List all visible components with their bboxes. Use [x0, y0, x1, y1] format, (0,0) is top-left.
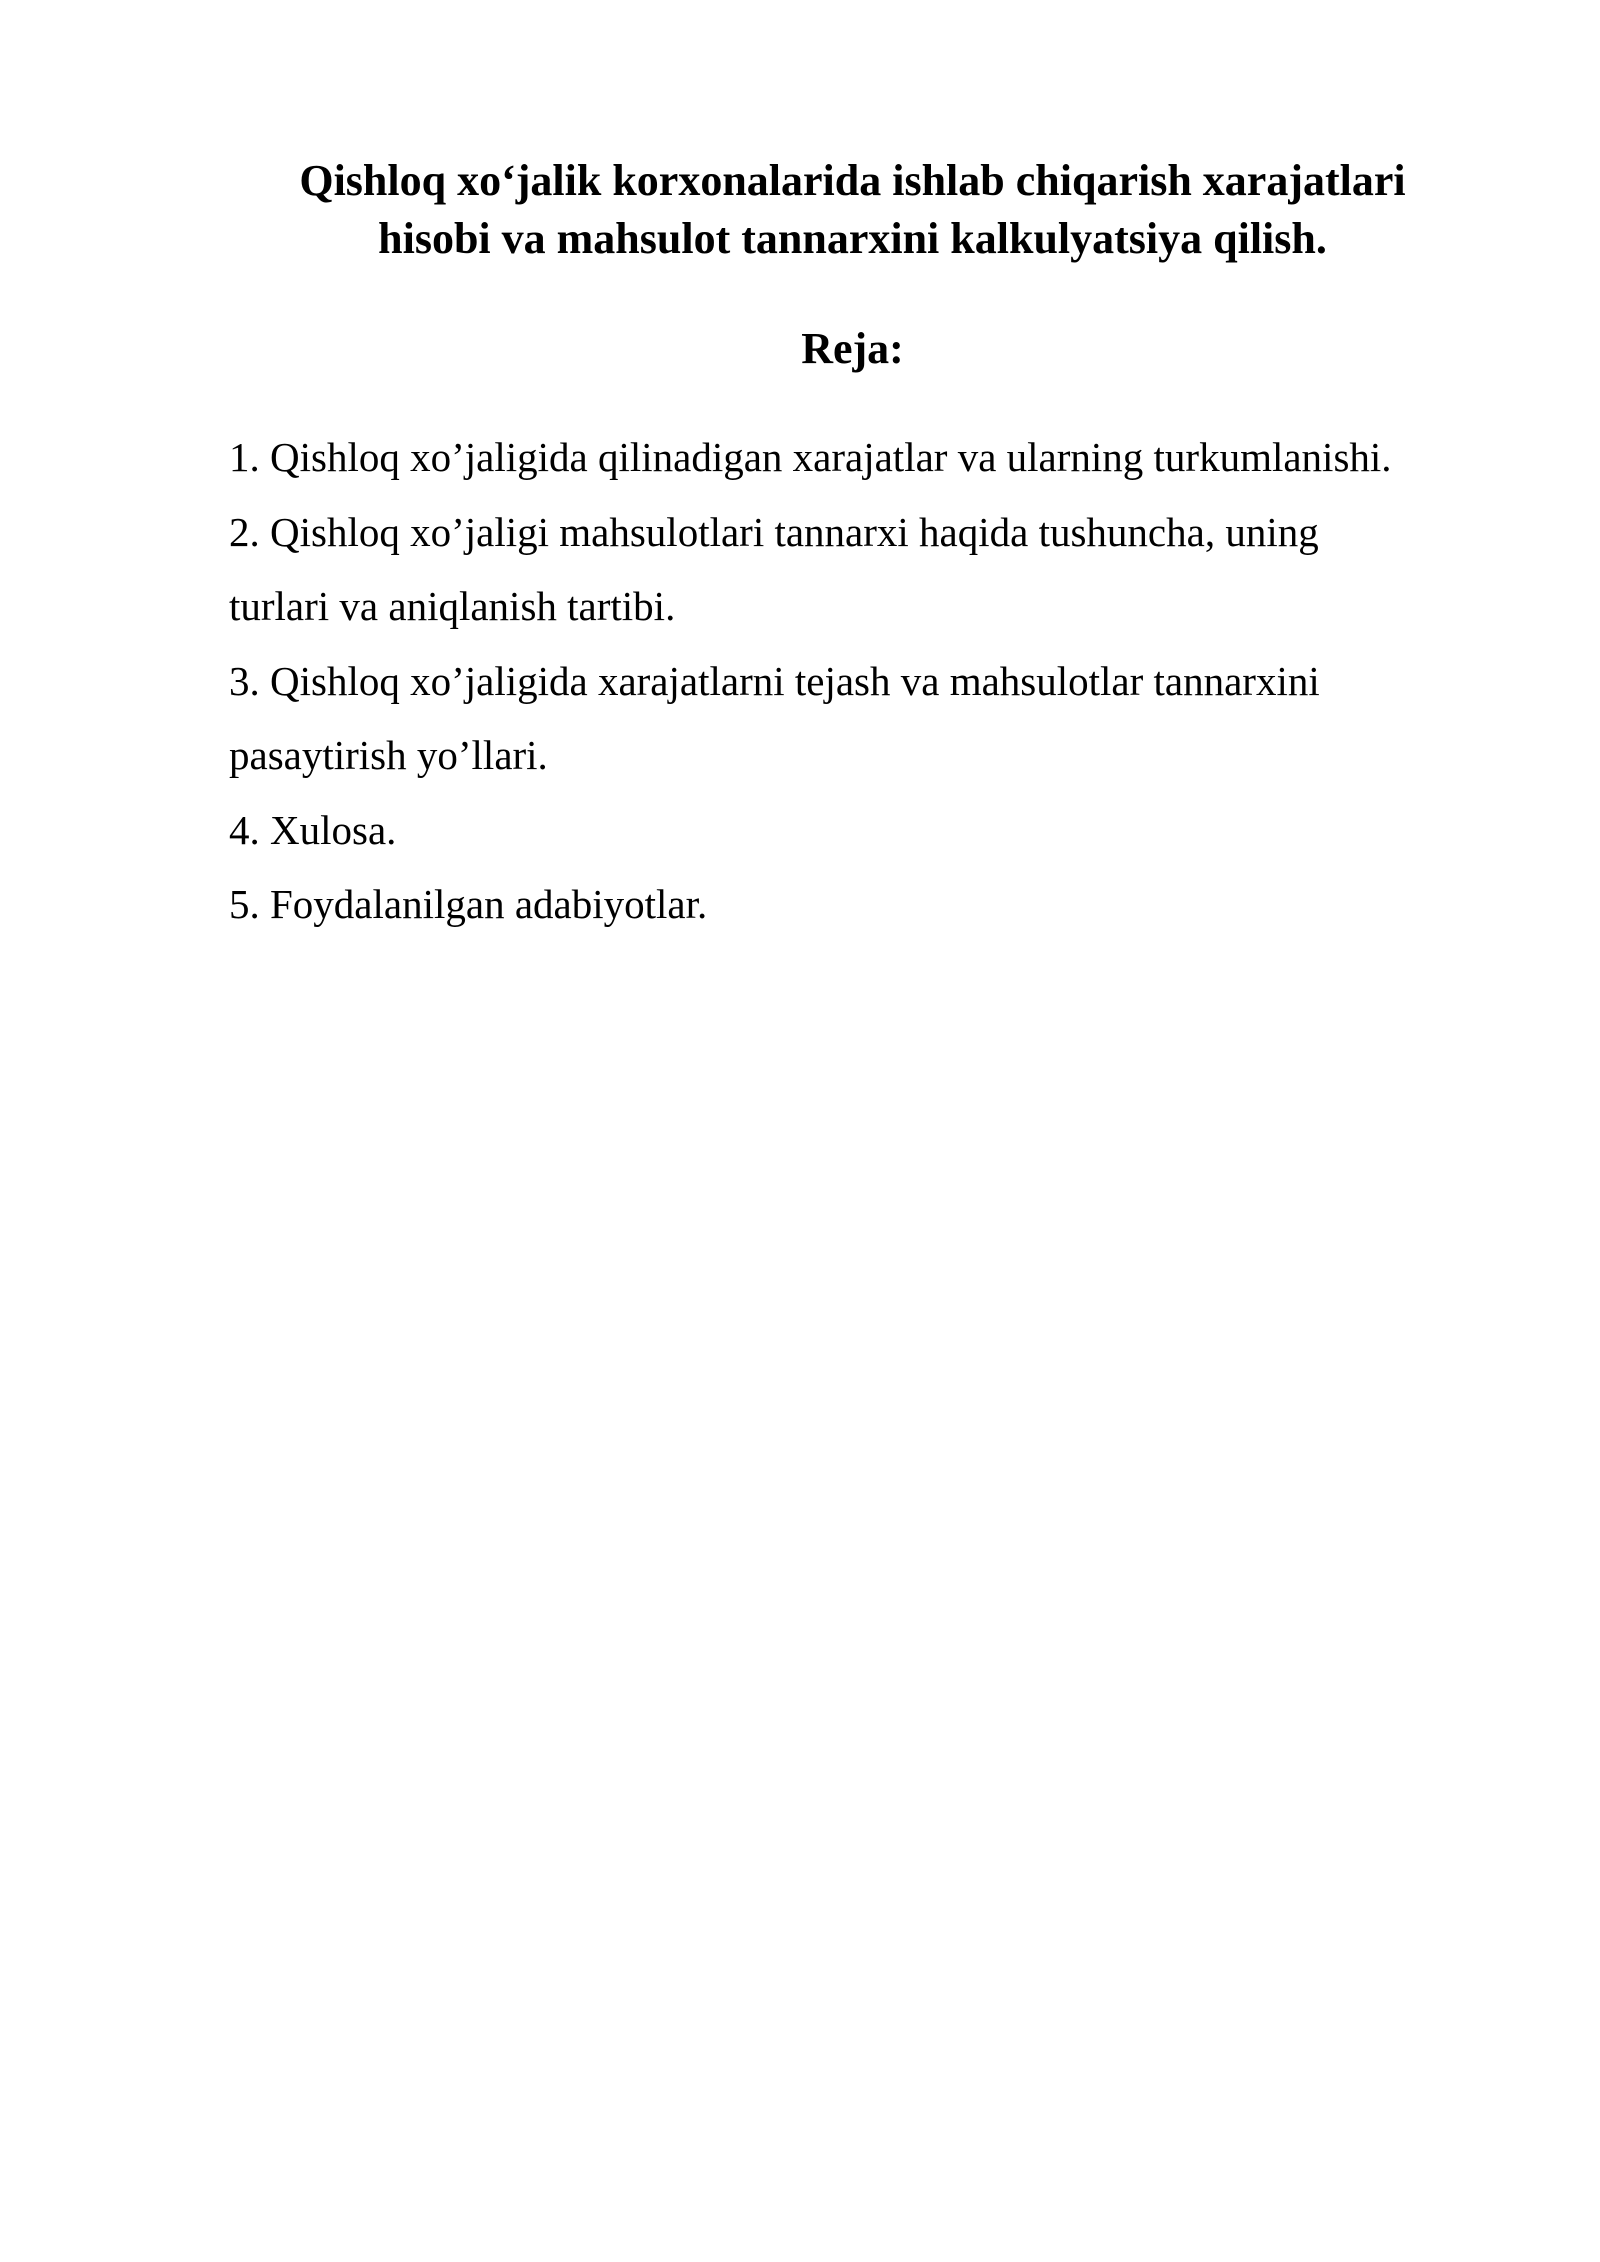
plan-item-3-line-1: 3. Qishloq xo’jaligida xarajatlarni tejash va mahsulotlar tannarxini	[229, 657, 1320, 704]
document-title-line-2: hisobi va mahsulot tannarxini kalkulyatsiya qilish.	[378, 214, 1327, 263]
plan-item-3-line-2: pasaytirish yo’llari.	[229, 732, 548, 778]
plan-item-2-line-1: 2. Qishloq xo’jaligi mahsulotlari tannarxi haqida tushuncha, uning	[229, 508, 1319, 555]
plan-item-1: 1. Qishloq xo’jaligida qilinadigan xarajatlar va ularning turkumlanishi.	[229, 434, 1392, 480]
plan-list	[229, 420, 1479, 942]
document-title-line-1: Qishloq xo‘jalik korxonalarida ishlab chiqarish xarajatlari	[299, 156, 1406, 205]
plan-item-4: 4. Xulosa.	[229, 806, 397, 853]
plan-item-5: 5. Foydalanilgan adabiyotlar.	[229, 881, 708, 927]
plan-heading: Reja:	[801, 324, 904, 373]
plan-item-2-line-2: turlari va aniqlanish tartibi.	[229, 583, 676, 629]
document-title	[230, 152, 1475, 268]
